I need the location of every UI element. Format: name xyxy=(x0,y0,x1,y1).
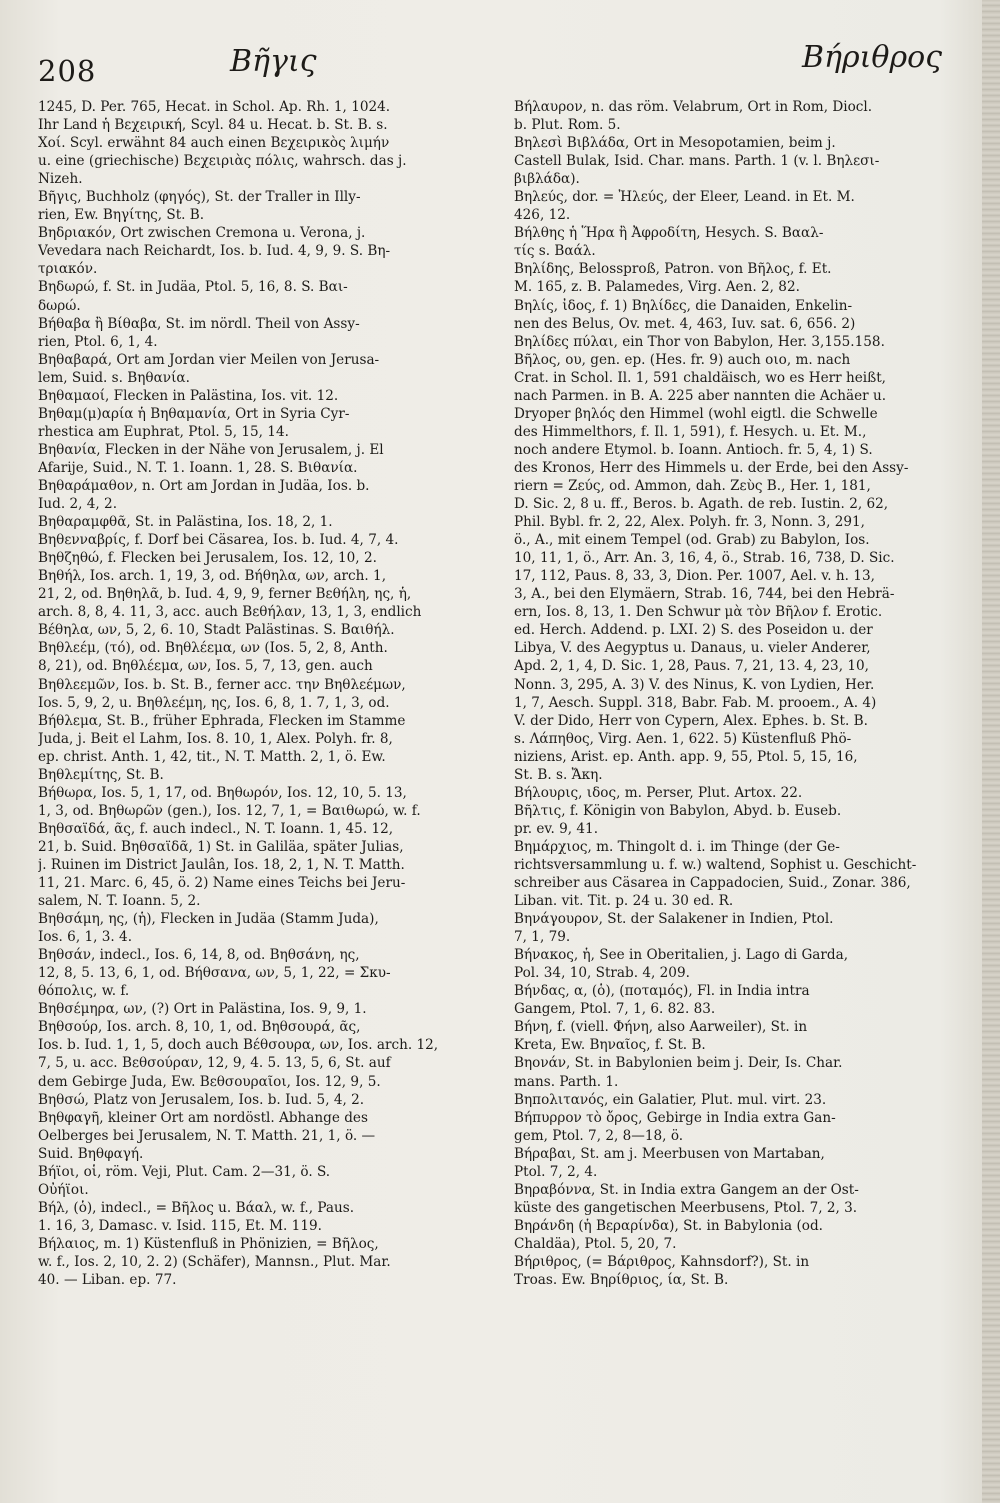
text-line: Βηθενναβρίς, f. Dorf bei Cäsarea, Ios. b. Iud. 4, 7, 4. xyxy=(38,532,399,549)
text-line: Βηνάγουρον, St. der Salakener in Indien, Ptol. xyxy=(514,911,834,928)
text-line: Phil. Bybl. fr. 2, 22, Alex. Polyh. fr. 3, Nonn. 3, 291, xyxy=(514,514,865,531)
text-line: Βηθήλ, Ios. arch. 1, 19, 3, od. Βήθηλα, ων, arch. 1, xyxy=(38,568,387,585)
text-line: Ptol. 7, 2, 4. xyxy=(514,1163,598,1180)
text-line: Βηθαμαοί, Flecken in Palästina, Ios. vit. 12. xyxy=(38,387,339,404)
text-line: 1. 16, 3, Damasc. v. Isid. 115, Et. M. 119. xyxy=(38,1217,322,1234)
text-line: 7, 1, 79. xyxy=(514,929,571,946)
text-line: riern = Ζεύς, od. Ammon, dah. Ζεὺς Β., Her. 1, 181, xyxy=(514,477,871,494)
text-line: Βηθαράμαθον, n. Ort am Jordan in Judäa, Ios. b. xyxy=(38,477,370,494)
text-line: mans. Parth. 1. xyxy=(514,1073,619,1090)
text-line: Βηραβόννα, St. in India extra Gangem an der Ost- xyxy=(514,1181,859,1198)
text-line: gem, Ptol. 7, 2, 8—18, ö. xyxy=(514,1127,684,1144)
text-line: Βήθαβα ἢ Βίθαβα, St. im nördl. Theil von Assy- xyxy=(38,315,360,332)
text-line: rien, Ew. Βηγίτης, St. B. xyxy=(38,207,205,224)
text-line: 12, 8, 5. 13, 6, 1, od. Βήθσανα, ων, 5, 1, 22, = Σκυ- xyxy=(38,965,391,982)
text-line: nach Parmen. in B. A. 225 aber nannten die Achäer u. xyxy=(514,387,887,404)
text-line: 426, 12. xyxy=(514,207,571,224)
text-line: ed. Herch. Addend. p. LXI. 2) S. des Poseidon u. der xyxy=(514,622,873,639)
text-line: 10, 11, 1, ö., Arr. An. 3, 16, 4, ö., Strab. 16, 738, D. Sic. xyxy=(514,550,895,567)
text-line: pr. ev. 9, 41. xyxy=(514,820,599,837)
text-line: Βηθσώ, Platz von Jerusalem, Ios. b. Iud. 5, 4, 2. xyxy=(38,1091,365,1108)
text-line: Βημάρχιος, m. Thingolt d. i. im Thinge (der Ge- xyxy=(514,838,840,855)
text-line: Βήλ, (ὁ), indecl., = Βῆλος u. Βάαλ, w. f., Paus. xyxy=(38,1199,355,1216)
left-column xyxy=(38,98,478,1289)
text-line: 17, 112, Paus. 8, 33, 3, Dion. Per. 1007, Ael. v. h. 13, xyxy=(514,568,875,585)
text-line: j. Ruinen im District Jaulân, Ios. 18, 2, 1, N. T. Matth. xyxy=(38,856,405,873)
text-line: Βηθσέμηρα, ων, (?) Ort in Palästina, Ios. 9, 9, 1. xyxy=(38,1001,367,1018)
text-line: D. Sic. 2, 8 u. ff., Beros. b. Agath. de reb. Iustin. 2, 62, xyxy=(514,496,889,513)
text-line: Vevedara nach Reichardt, Ios. b. Iud. 4, 9, 9. S. Βη- xyxy=(38,243,391,260)
text-line: Kreta, Ew. Βηναῖος, f. St. B. xyxy=(514,1037,706,1054)
text-line: Βήλαυρον, n. das röm. Velabrum, Ort in Rom, Diocl. xyxy=(514,99,873,115)
text-line: Βηθανία, Flecken in der Nähe von Jerusalem, j. El xyxy=(38,441,384,458)
text-line: ep. christ. Anth. 1, 42, tit., N. T. Matth. 2, 1, ö. Ew. xyxy=(38,748,386,765)
text-line: 8, 21), od. Βηθλέεμα, ων, Ios. 5, 7, 13, gen. auch xyxy=(38,658,373,675)
text-line: 7, 5, u. acc. Βεθσούραν, 12, 9, 4. 5. 13, 5, 6, St. auf xyxy=(38,1055,391,1072)
text-line: τριακόν. xyxy=(38,261,98,278)
text-line: Chaldäa), Ptol. 5, 20, 7. xyxy=(514,1235,677,1252)
text-line: Βηπολιτανός, ein Galatier, Plut. mul. virt. 23. xyxy=(514,1091,827,1108)
text-line: Βηθσάμη, ης, (ἡ), Flecken in Judäa (Stamm Juda), xyxy=(38,911,379,928)
text-line: θόπολις, w. f. xyxy=(38,983,130,1000)
text-line: Βηλίδης, Belossproß, Patron. von Βῆλος, f. Et. xyxy=(514,261,832,278)
text-line: rhestica am Euphrat, Ptol. 5, 15, 14. xyxy=(38,423,289,440)
text-line: ö., A., mit einem Tempel (od. Grab) zu Babylon, Ios. xyxy=(514,532,870,549)
text-line: schreiber aus Cäsarea in Cappadocien, Suid., Zonar. 386, xyxy=(514,875,911,892)
text-line: Βήνακος, ἡ, See in Oberitalien, j. Lago di Garda, xyxy=(514,947,849,964)
text-line: Βήλαιος, m. 1) Küstenfluß in Phönizien, = Βῆλος, xyxy=(38,1235,379,1252)
text-line: richtsversammlung u. f. w.) waltend, Sophist u. Geschicht- xyxy=(514,856,917,873)
text-line: Βηθαβαρά, Ort am Jordan vier Meilen von Jerusa- xyxy=(38,351,380,368)
book-page-edge xyxy=(982,0,1000,1503)
text-line: Βῆγις, Buchholz (φηγός), St. der Traller in Illy- xyxy=(38,189,361,206)
text-line: Βηθφαγῆ, kleiner Ort am nordöstl. Abhange des xyxy=(38,1109,368,1126)
text-line: Βήθλεμα, St. B., früher Ephrada, Flecken im Stamme xyxy=(38,712,406,729)
text-line: M. 165, z. B. Palamedes, Virg. Aen. 2, 82. xyxy=(514,279,800,296)
text-line: u. eine (griechische) Βεχειριὰς πόλις, wahrsch. das j. xyxy=(38,153,407,170)
text-line: Βηράνδη (ἡ Βεραρίνδα), St. in Babylonia (od. xyxy=(514,1217,823,1234)
text-line: Apd. 2, 1, 4, D. Sic. 1, 28, Paus. 7, 21, 13. 4, 23, 10, xyxy=(514,658,869,675)
text-line: Βήπυρρον τὸ ὄρος, Gebirge in India extra Gan- xyxy=(514,1109,836,1126)
text-line: Βήραβαι, St. am j. Meerbusen von Martaban, xyxy=(514,1145,825,1162)
text-line: Βήριθρος, (= Βάριθρος, Kahnsdorf?), St. in xyxy=(514,1254,810,1270)
text-line: Βηθλεέμ, (τό), od. Βηθλέεμα, ων (Ios. 5, 2, 8, Anth. xyxy=(38,640,388,657)
text-line: 1, 7, Aesch. Suppl. 318, Babr. Fab. M. prooem., A. 4) xyxy=(514,694,877,711)
text-line: arch. 8, 8, 4. 11, 3, acc. auch Βεθήλαν, 13, 1, 3, endlich xyxy=(38,604,422,621)
right-column xyxy=(514,98,956,1289)
text-line: Οὐήϊοι. xyxy=(38,1181,89,1198)
text-line: 3, A., bei den Elymäern, Strab. 16, 744, bei den Hebrä- xyxy=(514,586,895,603)
text-line: 21, 2, od. Βηθηλᾶ, b. Iud. 4, 9, 9, ferner Βεθήλη, ης, ἡ, xyxy=(38,586,412,603)
text-line: Βηθαμ(μ)αρία ἡ Βηθαμανία, Ort in Syria Cyr- xyxy=(38,405,350,422)
text-line: Nizeh. xyxy=(38,171,83,188)
text-line: Liban. vit. Tit. p. 24 u. 30 ed. R. xyxy=(514,893,734,910)
text-line: Ios. 5, 9, 2, u. Βηθλεέμη, ης, Ios. 6, 8, 1. 7, 1, 3, od. xyxy=(38,694,390,711)
text-line: salem, N. T. Ioann. 5, 2. xyxy=(38,893,201,910)
text-line: Βῆλος, ου, gen. ep. (Hes. fr. 9) auch οιο, m. nach xyxy=(514,351,851,368)
text-line: Βηονάν, St. in Babylonien beim j. Deir, Is. Char. xyxy=(514,1055,843,1072)
text-line: Βῆλτις, f. Königin von Babylon, Abyd. b. Euseb. xyxy=(514,802,842,819)
text-line: Βήλουρις, ιδος, m. Perser, Plut. Artox. 22. xyxy=(514,784,803,801)
page-number: 208 xyxy=(38,54,97,88)
text-line: dem Gebirge Juda, Ew. Βεθσουραῖοι, Ios. 12, 9, 5. xyxy=(38,1073,381,1090)
text-line: Χοί. Scyl. erwähnt 84 auch einen Βεχειρικὸς λιμήν xyxy=(38,135,390,152)
text-line: Βηδωρώ, f. St. in Judäa, Ptol. 5, 16, 8. S. Βαι- xyxy=(38,279,348,296)
text-line: Nonn. 3, 295, A. 3) V. des Ninus, K. von Lydien, Her. xyxy=(514,676,875,693)
text-line: ern, Ios. 8, 13, 1. Den Schwur μὰ τὸν Βῆλον f. Erotic. xyxy=(514,604,883,621)
text-line: des Himmelthors, f. Il. 1, 591), f. Hesych. u. Et. M., xyxy=(514,423,867,440)
text-line: V. der Dido, Herr von Cypern, Alex. Ephes. b. St. B. xyxy=(514,712,868,729)
text-line: 1, 3, od. Βηθωρῶν (gen.), Ios. 12, 7, 1, = Βαιθωρώ, w. f. xyxy=(38,802,421,819)
text-line: niziens, Arist. ep. Anth. app. 9, 55, Ptol. 5, 15, 16, xyxy=(514,748,858,765)
text-line: Βήλθης ἡ Ἥρα ἢ Ἀφροδίτη, Hesych. S. Βααλ- xyxy=(514,225,824,242)
text-line: βιβλάδα). xyxy=(514,171,580,188)
text-line: nen des Belus, Ov. met. 4, 463, Iuv. sat. 6, 656. 2) xyxy=(514,315,856,332)
text-line: w. f., Ios. 2, 10, 2. 2) (Schäfer), Mannsn., Plut. Mar. xyxy=(38,1254,391,1270)
text-line: Dryoper βηλός den Himmel (wohl eigtl. die Schwelle xyxy=(514,405,878,422)
text-line: Βήνδας, α, (ὁ), (ποταμός), Fl. in India intra xyxy=(514,983,810,1000)
text-line: Juda, j. Beit el Lahm, Ios. 8. 10, 1, Alex. Polyh. fr. 8, xyxy=(38,730,393,747)
text-line: Βηθσαϊδά, ᾶς, f. auch indecl., N. T. Ioann. 1, 45. 12, xyxy=(38,820,394,837)
text-line: Βηλίδες πύλαι, ein Thor von Babylon, Her. 3,155.158. xyxy=(514,333,885,350)
text-line: Βηθζηθώ, f. Flecken bei Jerusalem, Ios. 12, 10, 2. xyxy=(38,550,377,567)
text-line: b. Plut. Rom. 5. xyxy=(514,117,621,134)
text-line: Βηθαραμφθᾶ, St. in Palästina, Ios. 18, 2, 1. xyxy=(38,514,333,531)
text-line: Castell Bulak, Isid. Char. mans. Parth. 1 (v. l. Βηλεσι- xyxy=(514,153,880,170)
text-line: Pol. 34, 10, Strab. 4, 209. xyxy=(514,965,690,982)
text-line: Troas. Ew. Βηρίθριος, ία, St. B. xyxy=(514,1272,729,1289)
text-line: des Kronos, Herr des Himmels u. der Erde, bei den Assy- xyxy=(514,459,909,476)
text-line: rien, Ptol. 6, 1, 4. xyxy=(38,333,158,350)
text-line: Βηδριακόν, Ort zwischen Cremona u. Verona, j. xyxy=(38,225,366,242)
text-line: Βηθσάν, indecl., Ios. 6, 14, 8, od. Βηθσάνη, ης, xyxy=(38,947,360,964)
text-line: Βήθωρα, Ios. 5, 1, 17, od. Βηθωρόν, Ios. 12, 10, 5. 13, xyxy=(38,784,407,801)
text-line: Libya, V. des Aegyptus u. Danaus, u. vieler Anderer, xyxy=(514,640,871,657)
right-running-headword: Βήριθρος xyxy=(802,40,942,75)
text-line: Βηθλεμίτης, St. B. xyxy=(38,766,164,783)
text-line: Βήνη, f. (viell. Φήνη, also Aarweiler), St. in xyxy=(514,1019,808,1036)
text-line: Βηλεσὶ Βιβλάδα, Ort in Mesopotamien, beim j. xyxy=(514,135,836,152)
page-header xyxy=(38,38,960,88)
text-line: Βηλεύς, dor. = Ἠλεύς, der Eleer, Leand. in Et. M. xyxy=(514,189,855,206)
text-line: küste des gangetischen Meerbusens, Ptol. 7, 2, 3. xyxy=(514,1199,858,1216)
text-line: s. Λάπηθος, Virg. Aen. 1, 622. 5) Küstenfluß Phö- xyxy=(514,730,852,747)
text-line: 1245, D. Per. 765, Hecat. in Schol. Ap. Rh. 1, 1024. xyxy=(38,99,391,115)
text-line: Ios. 6, 1, 3. 4. xyxy=(38,929,133,946)
text-line: 11, 21. Marc. 6, 45, ö. 2) Name eines Teichs bei Jeru- xyxy=(38,875,406,892)
text-line: Βήϊοι, οἱ, röm. Veji, Plut. Cam. 2—31, ö. S. xyxy=(38,1163,331,1180)
text-line: Βέθηλα, ων, 5, 2, 6. 10, Stadt Palästinas. S. Βαιθήλ. xyxy=(38,622,395,639)
text-line: St. B. s. Ἄκη. xyxy=(514,766,603,783)
text-line: δωρώ. xyxy=(38,297,81,314)
text-line: 40. — Liban. ep. 77. xyxy=(38,1272,177,1289)
text-line: Suid. Βηθφαγή. xyxy=(38,1145,144,1162)
text-line: Βηθσούρ, Ios. arch. 8, 10, 1, od. Βηθσουρά, ᾶς, xyxy=(38,1019,361,1036)
text-line: Βηθλεεμῶν, Ios. b. St. B., ferner acc. την Βηθλεέμων, xyxy=(38,676,406,693)
text-line: τίς s. Βαάλ. xyxy=(514,243,596,260)
text-line: Ios. b. Iud. 1, 1, 5, doch auch Βέθσουρα, ων, Ios. arch. 12, xyxy=(38,1037,439,1054)
text-line: Βηλίς, ἰδος, f. 1) Βηλίδες, die Danaiden, Enkelin- xyxy=(514,297,853,314)
text-line: 21, b. Suid. Βηθσαϊδᾶ, 1) St. in Galiläa, später Julias, xyxy=(38,838,404,855)
text-line: Gangem, Ptol. 7, 1, 6. 82. 83. xyxy=(514,1001,716,1018)
text-line: Oelberges bei Jerusalem, N. T. Matth. 21, 1, ö. — xyxy=(38,1127,376,1144)
left-running-headword: Βῆγις xyxy=(230,44,317,79)
text-line: Afarije, Suid., N. T. 1. Ioann. 1, 28. S. Βιθανία. xyxy=(38,459,358,476)
text-line: noch andere Etymol. b. Ioann. Antioch. fr. 5, 4, 1) S. xyxy=(514,441,873,458)
text-line: Ihr Land ἡ Βεχειρική, Scyl. 84 u. Hecat. b. St. B. s. xyxy=(38,117,388,134)
text-line: Crat. in Schol. Il. 1, 591 chaldäisch, wo es Herr heißt, xyxy=(514,369,886,386)
text-line: Iud. 2, 4, 2. xyxy=(38,496,118,513)
text-line: lem, Suid. s. Βηθανία. xyxy=(38,369,190,386)
